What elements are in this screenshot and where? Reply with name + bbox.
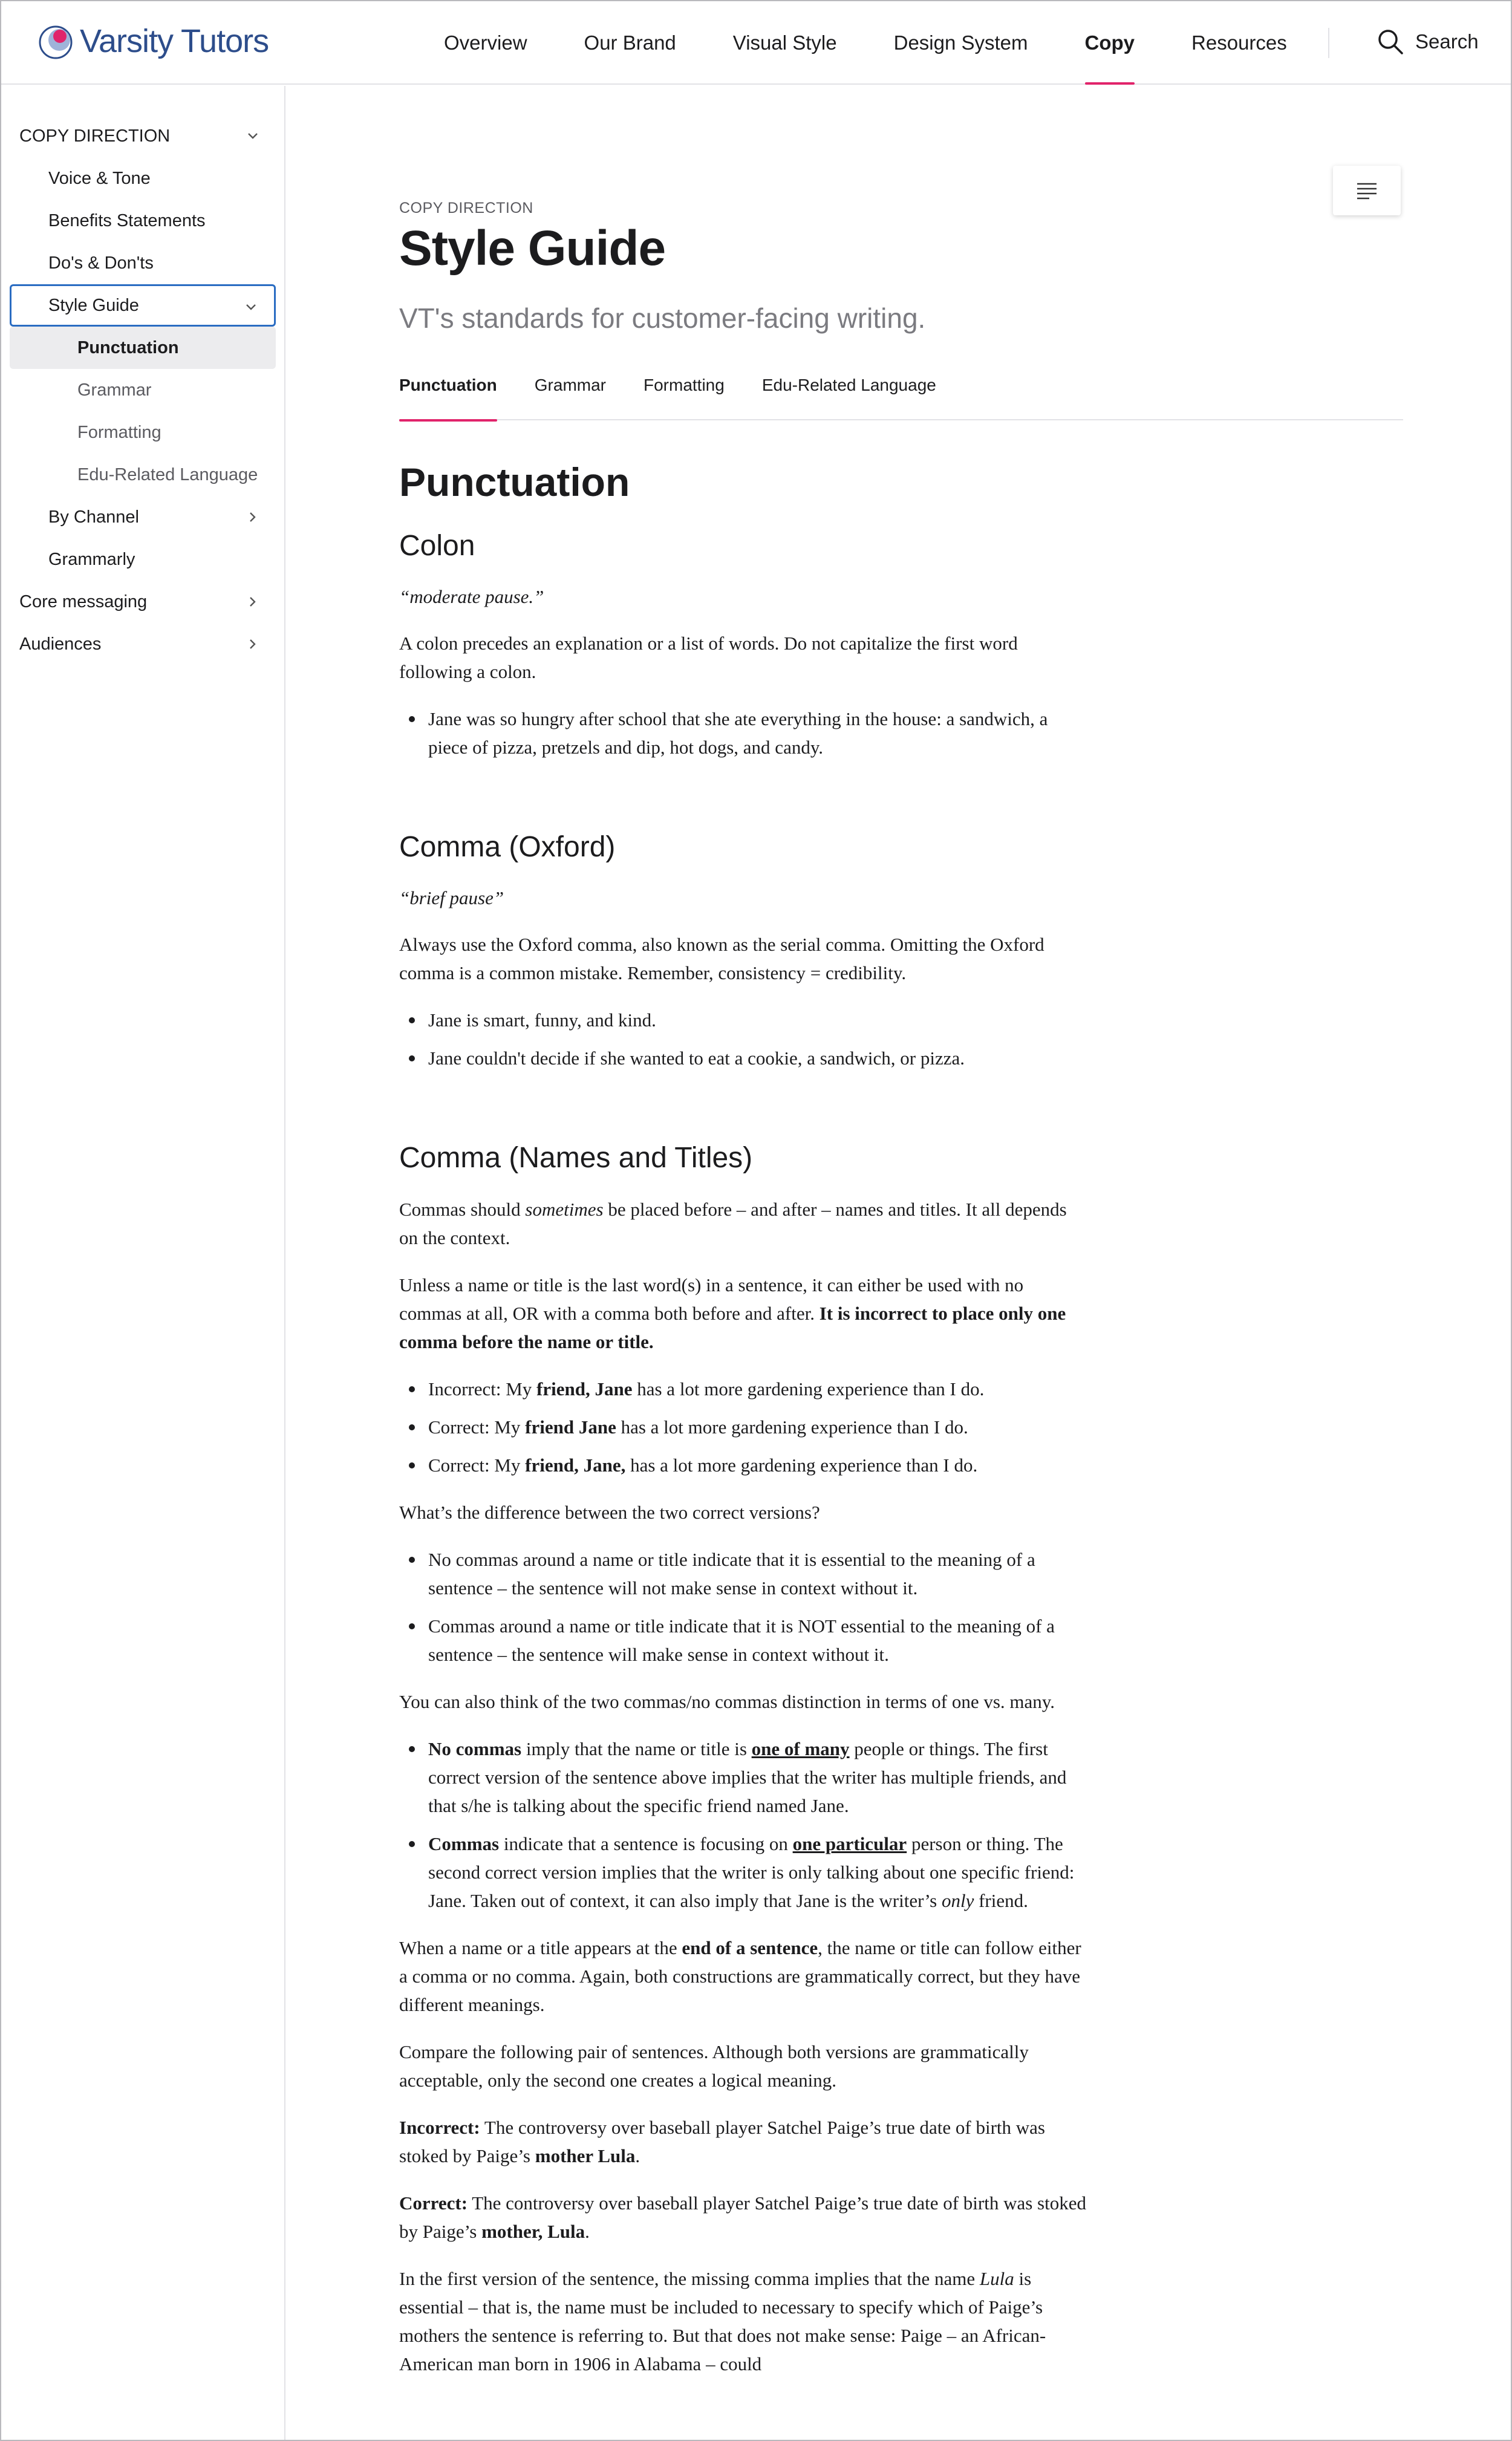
sidebar-item-label: Grammar bbox=[77, 380, 152, 400]
list-item: No commas around a name or title indicate that it is essential to the meaning of a sentence – the sentence will not make sense in context without it. bbox=[399, 1545, 1089, 1602]
brand-name: Varsity Tutors bbox=[80, 23, 269, 59]
names-paragraph-4 bbox=[399, 1934, 1089, 2019]
text-run: person or thing. The second correct version implies that the writer is only talking about one specific friend: Jane. Taken out of context, it can also imply that Jane is the writer’s bbox=[428, 1833, 1075, 1911]
sidebar-item-by-channel[interactable] bbox=[10, 496, 276, 538]
text-run: Correct: bbox=[399, 2192, 468, 2214]
text-run: In the first version of the sentence, the missing comma implies that the name bbox=[399, 2268, 980, 2289]
text-run: has a lot more gardening experience than I do. bbox=[632, 1378, 985, 1400]
nav-divider bbox=[1328, 28, 1329, 58]
names-one-vs-many bbox=[399, 1735, 1089, 1915]
text-run: Commas bbox=[428, 1833, 500, 1854]
nav-overview[interactable]: Overview bbox=[444, 31, 527, 54]
text-run: has a lot more gardening experience than I do. bbox=[616, 1416, 968, 1438]
search-icon bbox=[1377, 28, 1404, 56]
list-item bbox=[399, 1830, 1089, 1915]
tab-edu-related-language[interactable]: Edu-Related Language bbox=[761, 376, 936, 394]
text-run: Commas should bbox=[399, 1199, 526, 1220]
text-run: Incorrect: bbox=[399, 2117, 480, 2138]
sidebar-item-label: COPY DIRECTION bbox=[19, 126, 171, 146]
text-run: be placed before – and after – names and titles. It all depends on the context. bbox=[399, 1199, 1067, 1248]
text-run: Correct: My bbox=[428, 1455, 526, 1476]
names-differences bbox=[399, 1545, 1089, 1669]
text-run: one particular bbox=[792, 1833, 907, 1854]
text-run: one of many bbox=[751, 1738, 850, 1759]
nav-visual-style[interactable]: Visual Style bbox=[732, 31, 837, 54]
text-run: When a name or a title appears at the bbox=[399, 1937, 682, 1958]
chevron-down-icon bbox=[244, 128, 261, 145]
text-run: . bbox=[635, 2145, 640, 2166]
correct-example bbox=[399, 2189, 1089, 2246]
list-item bbox=[399, 1413, 1089, 1441]
page-content bbox=[399, 200, 1403, 2378]
oxford-quote: “brief pause” bbox=[399, 887, 504, 908]
sidebar-item-formatting[interactable] bbox=[10, 411, 276, 454]
oxford-body: Always use the Oxford comma, also known as the serial comma. Omitting the Oxford comma is a common mistake. Remember, consistency = credibility. bbox=[399, 934, 1044, 983]
text-run: indicate that a sentence is focusing on bbox=[499, 1833, 793, 1854]
top-header bbox=[1, 1, 1511, 85]
incorrect-example bbox=[399, 2113, 1089, 2170]
nav-our-brand[interactable]: Our Brand bbox=[584, 31, 676, 54]
text-run: friend, Jane, bbox=[525, 1455, 626, 1476]
colon-examples bbox=[399, 705, 1089, 761]
sidebar-item-label: Do's & Don'ts bbox=[48, 253, 154, 273]
sidebar-item-copy-direction[interactable] bbox=[10, 115, 276, 157]
list-item: Commas around a name or title indicate that it is NOT essential to the meaning of a sentence – the sentence will make sense in context without it. bbox=[399, 1612, 1089, 1669]
text-run: It is incorrect to place only one comma before the name or title. bbox=[399, 1303, 1066, 1352]
sidebar-item-label: By Channel bbox=[48, 507, 139, 527]
search-label: Search bbox=[1415, 30, 1479, 53]
sidebar-item-label: Style Guide bbox=[48, 295, 139, 315]
names-titles-heading: Comma (Names and Titles) bbox=[399, 1142, 753, 1174]
list-item: Jane was so hungry after school that she ate everything in the house: a sandwich, a piece of pizza, pretzels and dip, hot dogs, and candy. bbox=[399, 705, 1089, 761]
list-item: Jane is smart, funny, and kind. bbox=[399, 1006, 1089, 1034]
sidebar-item-label: Audiences bbox=[19, 634, 102, 654]
text-run: people or things. The first correct version of the sentence above implies that the writer has multiple friends, and that s/he is talking about the specific friend named Jane. bbox=[428, 1738, 1067, 1816]
main-content bbox=[285, 86, 1511, 2441]
names-paragraph-5: Compare the following pair of sentences. Although both versions are grammatically acceptable, only the second one creates a logical meaning. bbox=[399, 2041, 1029, 2091]
text-run: friend, Jane bbox=[536, 1378, 633, 1400]
colon-body: A colon precedes an explanation or a list of words. Do not capitalize the first word following a colon. bbox=[399, 633, 1018, 682]
sidebar-item-label: Formatting bbox=[77, 422, 161, 442]
text-run: imply that the name or title is bbox=[521, 1738, 752, 1759]
colon-heading: Colon bbox=[399, 530, 475, 562]
names-question: What’s the difference between the two correct versions? bbox=[399, 1502, 820, 1523]
sidebar bbox=[1, 86, 285, 2441]
sidebar-item-dos-donts[interactable] bbox=[10, 242, 276, 284]
sidebar-item-core-messaging[interactable] bbox=[10, 581, 276, 623]
text-run: Lula bbox=[979, 2268, 1014, 2289]
tab-grammar[interactable]: Grammar bbox=[534, 376, 606, 394]
text-run: friend Jane bbox=[525, 1416, 616, 1438]
sidebar-item-punctuation[interactable] bbox=[10, 327, 276, 369]
page-eyebrow: COPY DIRECTION bbox=[399, 200, 533, 217]
text-run: Unless a name or title is the last word(s) in a sentence, it can either be used with no commas at all, OR with a comma both before and after. bbox=[399, 1274, 1024, 1324]
oxford-comma-heading: Comma (Oxford) bbox=[399, 831, 616, 863]
text-run: Correct: My bbox=[428, 1416, 526, 1438]
chevron-down-icon bbox=[243, 299, 259, 316]
search-button[interactable] bbox=[1377, 28, 1479, 56]
names-paragraph-1 bbox=[399, 1195, 1089, 1252]
toc-icon bbox=[1356, 181, 1378, 200]
sidebar-item-label: Benefits Statements bbox=[48, 210, 206, 230]
text-run: friend. bbox=[974, 1890, 1028, 1911]
sidebar-item-benefits-statements[interactable] bbox=[10, 200, 276, 242]
chevron-right-icon bbox=[244, 636, 261, 653]
nav-resources[interactable]: Resources bbox=[1191, 31, 1287, 54]
sidebar-item-edu-related-language[interactable] bbox=[10, 454, 276, 496]
nav-copy[interactable]: Copy bbox=[1085, 1, 1135, 85]
oxford-examples bbox=[399, 1006, 1089, 1072]
text-run: only bbox=[941, 1890, 974, 1911]
names-examples bbox=[399, 1375, 1089, 1479]
text-run: mother, Lula bbox=[481, 2221, 585, 2242]
names-paragraph-3: You can also think of the two commas/no commas distinction in terms of one vs. many. bbox=[399, 1691, 1055, 1712]
sidebar-item-label: Voice & Tone bbox=[48, 168, 151, 188]
tab-punctuation[interactable]: Punctuation bbox=[399, 371, 497, 420]
main-nav bbox=[444, 1, 1344, 85]
article-body bbox=[399, 458, 1089, 2378]
names-paragraph-6 bbox=[399, 2264, 1089, 2378]
brand-logo-icon bbox=[37, 22, 76, 60]
names-paragraph-2 bbox=[399, 1271, 1089, 1356]
list-item bbox=[399, 1735, 1089, 1820]
sidebar-item-style-guide[interactable] bbox=[10, 284, 276, 327]
text-run: sometimes bbox=[525, 1199, 604, 1220]
text-run: Incorrect: My bbox=[428, 1378, 537, 1400]
text-run: is essential – that is, the name must be included to necessary to specify which of Paige’s mothers the sentence is referring to. But that does not make sense: Paige – an African-American man born in 1906 in Alabama – could bbox=[399, 2268, 1046, 2374]
page-subtitle: VT's standards for customer-facing writing. bbox=[399, 302, 926, 334]
text-run: The controversy over baseball player Satchel Paige’s true date of birth was stoked by Paige’s bbox=[399, 2192, 1086, 2242]
list-item: Jane couldn't decide if she wanted to eat a cookie, a sandwich, or pizza. bbox=[399, 1044, 1089, 1072]
section-tabs bbox=[399, 371, 1403, 420]
tab-formatting[interactable]: Formatting bbox=[644, 376, 725, 394]
sidebar-item-voice-tone[interactable] bbox=[10, 157, 276, 200]
text-run: has a lot more gardening experience than I do. bbox=[625, 1455, 978, 1476]
text-run: , the name or title can follow either a comma or no comma. Again, both constructions are grammatically correct, but they have different meanings. bbox=[399, 1937, 1081, 2015]
sidebar-item-grammar[interactable] bbox=[10, 369, 276, 411]
chevron-right-icon bbox=[244, 593, 261, 610]
text-run: mother Lula bbox=[535, 2145, 636, 2166]
chevron-right-icon bbox=[244, 509, 261, 526]
sidebar-item-grammarly[interactable] bbox=[10, 538, 276, 581]
sidebar-item-label: Edu-Related Language bbox=[77, 464, 258, 484]
page-title: Style Guide bbox=[399, 221, 666, 276]
brand-logo[interactable] bbox=[37, 22, 269, 60]
list-item bbox=[399, 1451, 1089, 1479]
section-heading: Punctuation bbox=[399, 460, 630, 504]
sidebar-item-label: Core messaging bbox=[19, 592, 148, 611]
text-run: . bbox=[585, 2221, 590, 2242]
text-run: No commas bbox=[428, 1738, 522, 1759]
sidebar-item-audiences[interactable] bbox=[10, 623, 276, 665]
sidebar-item-label: Grammarly bbox=[48, 549, 135, 569]
colon-quote: “moderate pause.” bbox=[399, 586, 544, 607]
text-run: end of a sentence bbox=[682, 1937, 818, 1958]
sidebar-item-label: Punctuation bbox=[77, 337, 179, 357]
nav-design-system[interactable]: Design System bbox=[893, 31, 1028, 54]
list-item bbox=[399, 1375, 1089, 1403]
text-run: The controversy over baseball player Satchel Paige’s true date of birth was stoked by Paige’s bbox=[399, 2117, 1045, 2166]
